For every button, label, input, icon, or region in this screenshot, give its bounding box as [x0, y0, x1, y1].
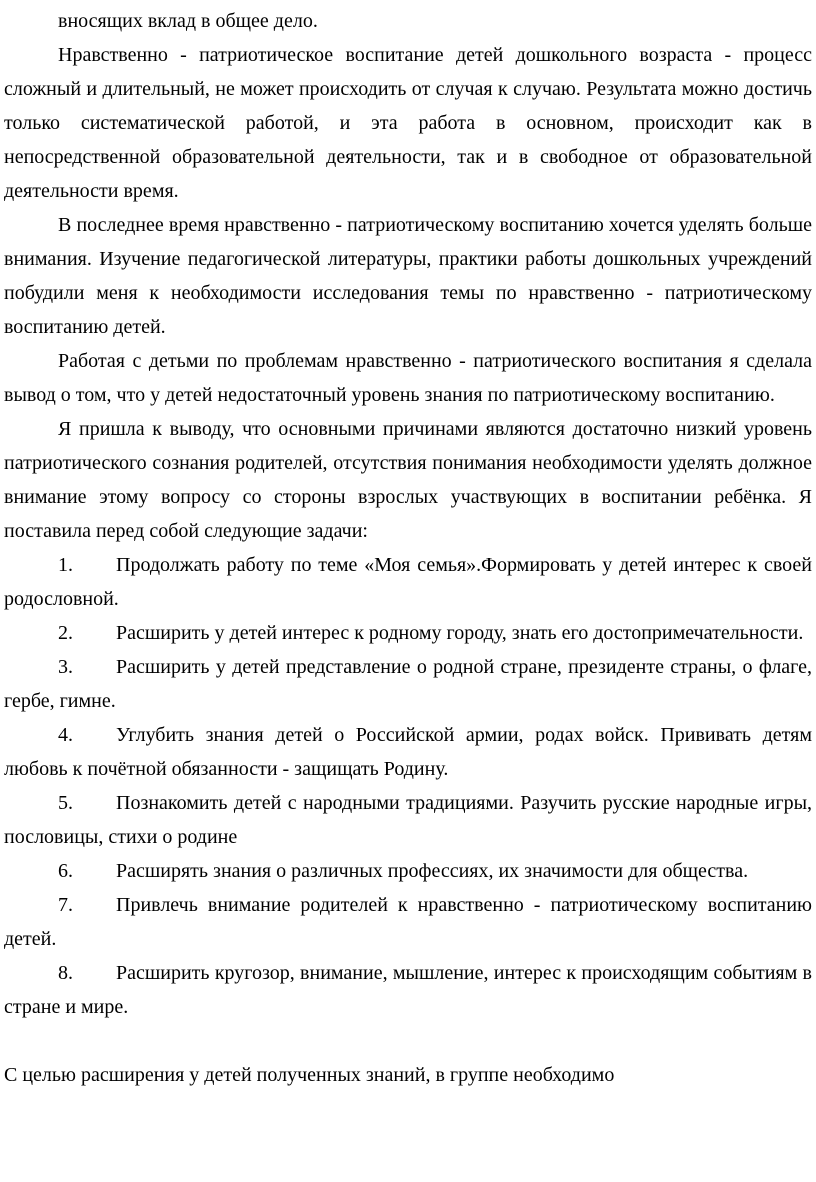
list-item-text: Расширить кругозор, внимание, мышление, интерес к происходящим событиям в стране и мире. — [4, 962, 812, 1018]
list-item — [4, 854, 812, 888]
list-item — [4, 548, 812, 616]
tasks-list — [4, 548, 812, 1024]
list-item-text: Расширить у детей интерес к родному городу, знать его достопримечательности. — [116, 622, 804, 644]
closing-paragraph: С целью расширения у детей полученных знаний, в группе необходимо — [4, 1064, 615, 1086]
list-item — [4, 650, 812, 718]
paragraph-working-with-children: Работая с детьми по проблемам нравственно - патриотического воспитания я сделала вывод о том, что у детей недостаточный уровень знания по патриотическому воспитанию. — [4, 350, 812, 406]
list-item-number: 3. — [58, 656, 73, 678]
list-item — [4, 718, 812, 786]
paragraph-continuation: вносящих вклад в общее дело. — [58, 10, 318, 32]
paragraph-conclusion-tasks: Я пришла к выводу, что основными причинами являются достаточно низкий уровень патриотического сознания родителей, отсутствия понимания необходимости уделять должное внимание этому вопросу со стороны взрослых участвующих в воспитании ребёнка. Я поставила перед собой следующие задачи: — [4, 418, 812, 542]
list-item-number: 2. — [58, 622, 73, 644]
list-item — [4, 956, 812, 1024]
list-item — [4, 786, 812, 854]
list-item-number: 1. — [58, 554, 73, 576]
list-item-text: Продолжать работу по теме «Моя семья».Формировать у детей интерес к своей родословной. — [4, 554, 812, 610]
list-item-text: Расширять знания о различных профессиях, их значимости для общества. — [116, 860, 749, 882]
list-item-number: 4. — [58, 724, 73, 746]
list-item-text: Познакомить детей с народными традициями. Разучить русские народные игры, пословицы, стихи о родине — [4, 792, 812, 848]
list-item — [4, 888, 812, 956]
list-item-text: Расширить у детей представление о родной стране, президенте страны, о флаге, гербе, гимне. — [4, 656, 812, 712]
list-item-text: Углубить знания детей о Российской армии, родах войск. Прививать детям любовь к почётной обязанности - защищать Родину. — [4, 724, 812, 780]
list-item — [4, 616, 812, 650]
paragraph-recent-attention: В последнее время нравственно - патриотическому воспитанию хочется уделять больше внимания. Изучение педагогической литературы, практики работы дошкольных учреждений побудили меня к необходимости исследования темы по нравственно - патриотическому воспитанию детей. — [4, 214, 812, 338]
list-item-number: 8. — [58, 962, 73, 984]
paragraph-moral-patriotic-process: Нравственно - патриотическое воспитание детей дошкольного возраста - процесс сложный и длительный, не может происходить от случая к случаю. Результата можно достичь только систематической работой, и эта работа в основном, происходит как в непосредственной образовательной деятельности, так и в свободное от образовательной деятельности время. — [4, 44, 812, 202]
list-item-number: 6. — [58, 860, 73, 882]
list-item-number: 7. — [58, 894, 73, 916]
list-item-text: Привлечь внимание родителей к нравственно - патриотическому воспитанию детей. — [4, 894, 812, 950]
list-item-number: 5. — [58, 792, 73, 814]
